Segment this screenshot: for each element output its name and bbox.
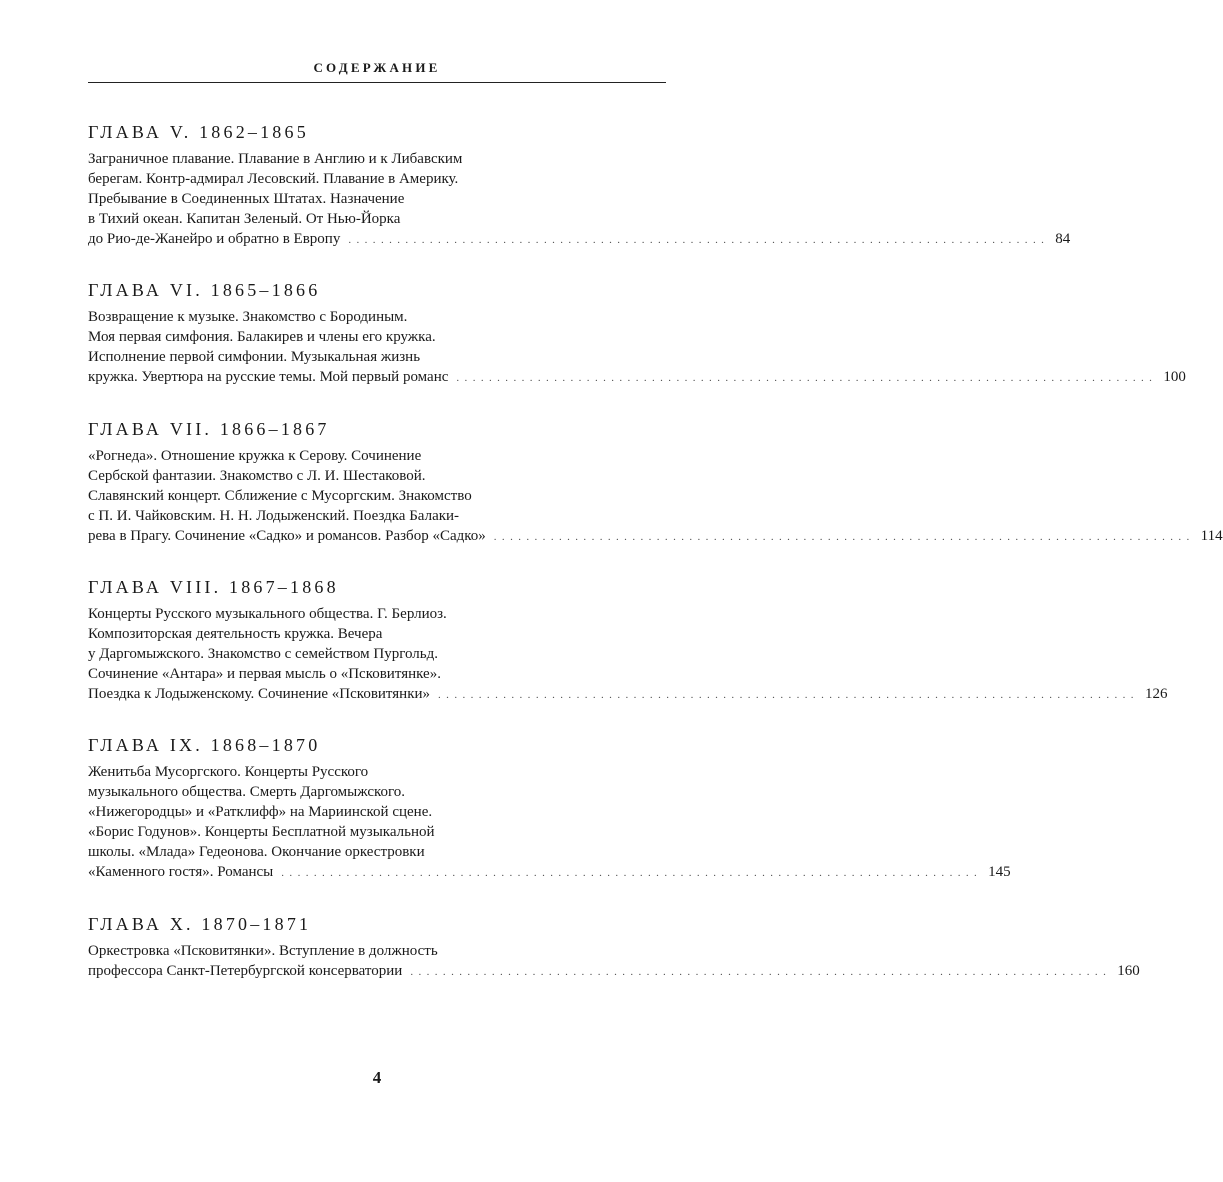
description-line: у Даргомыжского. Знакомство с семейством Пургольд.: [88, 646, 438, 662]
toc-entry-chapter-8: [88, 576, 1168, 704]
description-line: Заграничное плавание. Плавание в Англию и к Либавским: [88, 151, 463, 167]
chapter-title: ГЛАВА V. 1862–1865: [88, 122, 309, 142]
description-line: с П. И. Чайковским. Н. Н. Лодыженский. Поездка Балаки-: [88, 508, 460, 524]
toc-entry-chapter-7: [88, 418, 1223, 546]
toc-entry-chapter-5: [88, 121, 1071, 249]
description-line: Моя первая симфония. Балакирев и члены его кружка.: [88, 329, 436, 345]
description-line: «Рогнеда». Отношение кружка к Серову. Сочинение: [88, 448, 422, 464]
description-last-line: [88, 961, 1140, 981]
description-line: «Каменного гостя». Романсы: [88, 864, 274, 880]
chapter-description: [88, 149, 1071, 249]
description-last-line: [88, 684, 1168, 704]
dot-leader: ......................................................................................: [410, 966, 1112, 978]
chapter-title: ГЛАВА X. 1870–1871: [88, 914, 312, 934]
chapter-description: [88, 604, 1168, 704]
chapter-title: ГЛАВА VI. 1865–1866: [88, 280, 321, 300]
page-reference: 145: [988, 864, 1011, 880]
running-title: СОДЕРЖАНИЕ: [313, 60, 441, 75]
description-line: Возвращение к музыке. Знакомство с Бородиным.: [88, 309, 408, 325]
page-reference: 160: [1117, 963, 1140, 979]
description-line: Оркестровка «Псковитянки». Вступление в должность: [88, 943, 438, 959]
description-line: школы. «Млада» Гедеонова. Окончание оркестровки: [88, 844, 425, 860]
description-line: до Рио-де-Жанейро и обратно в Европу: [88, 231, 341, 247]
dot-leader: ......................................................................................: [281, 867, 983, 879]
header-rule: [88, 82, 666, 83]
toc-entry-chapter-10: [88, 913, 1140, 981]
toc-entry-chapter-6: [88, 279, 1186, 387]
description-line: Концерты Русского музыкального общества. Г. Берлиоз.: [88, 606, 447, 622]
page-reference: 84: [1055, 231, 1071, 247]
page-reference: 126: [1144, 686, 1168, 702]
description-last-line: [88, 526, 1223, 546]
chapter-description: [88, 941, 1140, 981]
chapter-description: [88, 762, 1011, 882]
chapter-description: [88, 446, 1223, 546]
description-line: берегам. Контр-адмирал Лесовский. Плавание в Америку.: [88, 171, 459, 187]
description-line: в Тихий океан. Капитан Зеленый. От Нью-Йорка: [88, 211, 401, 227]
page-number: 4: [372, 1068, 382, 1087]
description-line: «Нижегородцы» и «Ратклифф» на Мариинской сцене.: [88, 804, 433, 820]
chapter-description: [88, 307, 1186, 387]
description-last-line: [88, 229, 1071, 249]
chapter-title: ГЛАВА VII. 1866–1867: [88, 419, 330, 439]
description-line: Сочинение «Антара» и первая мысль о «Псковитянке».: [88, 666, 441, 682]
page-reference: 100: [1163, 369, 1186, 385]
description-line: Славянский концерт. Сближение с Мусоргским. Знакомство: [88, 488, 472, 504]
description-line: музыкального общества. Смерть Даргомыжского.: [88, 784, 406, 800]
description-line: рева в Прагу. Сочинение «Садко» и романсов. Разбор «Садко»: [88, 528, 486, 544]
description-line: Композиторская деятельность кружка. Вечера: [88, 626, 383, 642]
description-line: Исполнение первой симфонии. Музыкальная жизнь: [88, 349, 421, 365]
description-line: «Борис Годунов». Концерты Бесплатной музыкальной: [88, 824, 435, 840]
dot-leader: ......................................................................................: [493, 531, 1195, 543]
dot-leader: ......................................................................................: [438, 689, 1139, 701]
description-line: профессора Санкт-Петербургской консерватории: [88, 963, 403, 979]
description-line: Пребывание в Соединенных Штатах. Назначение: [88, 191, 405, 207]
chapter-title: ГЛАВА IX. 1868–1870: [88, 735, 321, 755]
description-line: кружка. Увертюра на русские темы. Мой первый романс: [88, 369, 449, 385]
description-last-line: [88, 862, 1011, 882]
description-last-line: [88, 367, 1186, 387]
description-line: Сербской фантазии. Знакомство с Л. И. Шестаковой.: [88, 468, 426, 484]
description-line: Поездка к Лодыженскому. Сочинение «Псковитянки»: [88, 686, 431, 702]
toc-entry-chapter-9: [88, 734, 1011, 882]
chapter-title: ГЛАВА VIII. 1867–1868: [88, 577, 339, 597]
page-reference: 114: [1200, 528, 1223, 544]
description-line: Женитьба Мусоргского. Концерты Русского: [88, 764, 369, 780]
dot-leader: ......................................................................................: [348, 234, 1050, 246]
dot-leader: ......................................................................................: [456, 372, 1158, 384]
